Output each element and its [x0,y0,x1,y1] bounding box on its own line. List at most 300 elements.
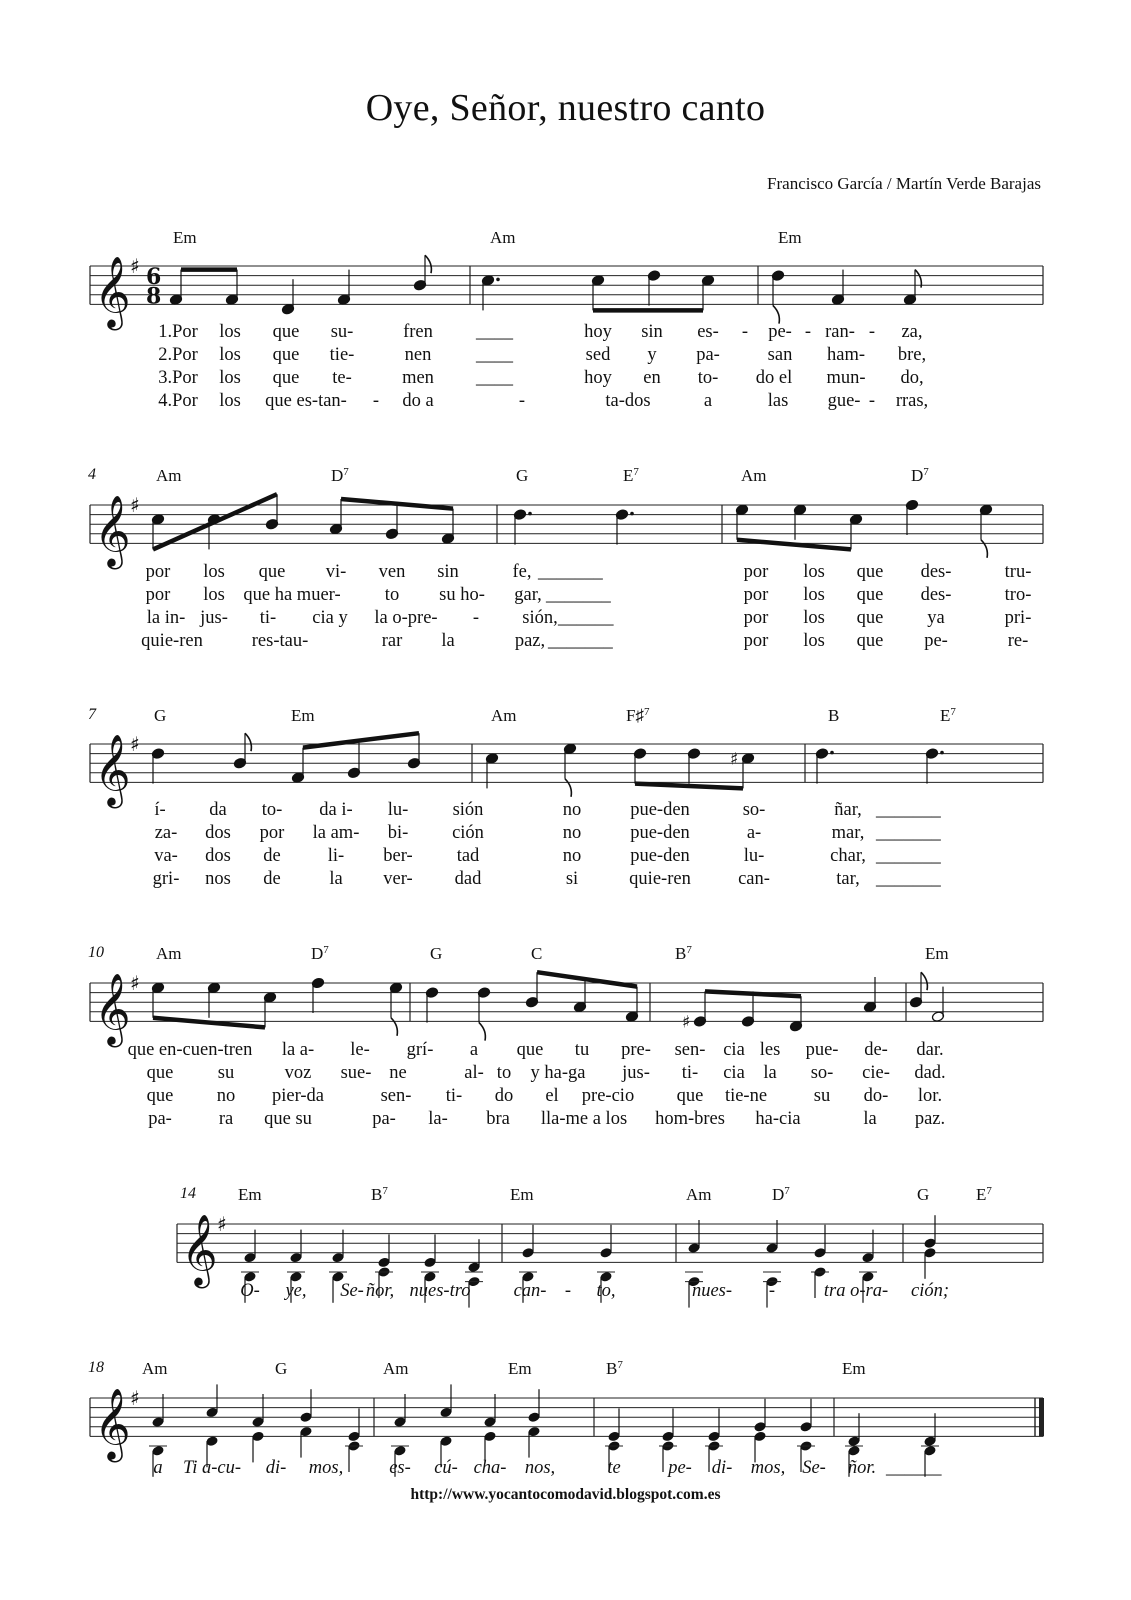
chord-extension: 7 [343,466,349,478]
measure-number: 7 [88,706,96,723]
lyric-syllable: no [562,846,582,866]
lyric-syllable: ñar, [834,800,862,820]
chord-symbol [917,1185,929,1205]
treble-clef-icon: 𝄞 [94,732,131,806]
treble-clef-icon: 𝄞 [94,1386,131,1460]
note-flag [479,1023,485,1041]
lyric-syllable: hoy [584,368,612,388]
lyric-syllable: que [272,368,300,388]
lyric-syllable: que [676,1086,704,1106]
lyric-syllable: los [219,345,241,365]
lyric-syllable: pre- [621,1040,651,1060]
lyric-syllable: to [496,1063,512,1083]
treble-clef-icon: 𝄞 [94,254,131,328]
lyric-syllable: bi- [387,823,409,843]
lyric-syllable: la a- [281,1040,315,1060]
treble-clef-icon: 𝄞 [94,971,131,1045]
lyric-syllable: pue-den [630,800,690,820]
lyric-syllable: bra [486,1109,510,1129]
lyric-syllable: mos, [750,1458,786,1478]
lyric-syllable: por [743,562,769,582]
lyric-syllable: do a [402,391,434,411]
chord-extension: 7 [633,466,639,478]
lyric-syllable: su- [330,322,354,342]
chord-extension: 7 [950,706,956,718]
chord-extension: 7 [686,944,692,956]
lyric-syllable: za, [901,322,923,342]
lyric-syllable: tu [574,1040,590,1060]
chord-symbol [675,944,692,964]
lyric-syllable: ra [218,1109,234,1129]
lyric-syllable: los [219,368,241,388]
lyric-syllable: los [203,585,225,605]
sharp-accidental-icon: ♯ [682,1012,691,1033]
lyric-syllable: los [203,562,225,582]
chord-name: Am [156,466,182,485]
lyric-syllable: que en-cuen-tren [127,1040,253,1060]
song-title: Oye, Señor, nuestro canto [365,87,766,129]
lyric-syllable: cú- [434,1458,458,1478]
lyric-syllable: los [219,391,241,411]
lyric-syllable: sión, [522,608,558,628]
lyric-syllable: za- [154,823,178,843]
lyric-extender: _______ [538,562,603,582]
lyric-syllable: que [146,1086,174,1106]
lyric-syllable: O- [240,1281,260,1301]
chord-symbol [842,1359,866,1379]
chord-symbol [291,706,315,726]
treble-clef-icon: 𝄞 [181,1212,218,1286]
lyric-syllable: Se- [802,1458,826,1478]
lyric-syllable: ye, [285,1281,307,1301]
lyric-syllable: men [402,368,434,388]
lyric-syllable: rras, [895,391,929,411]
lyric-syllable: da i- [319,800,353,820]
lyric-syllable: ción; [910,1281,950,1301]
lyric-syllable: que ha muer- [243,585,341,605]
lyric-syllable: 1.Por [158,322,198,342]
lyric-syllable: gri- [152,869,180,889]
lyric-syllable: su [813,1086,831,1106]
lyric-syllable: rar [381,631,403,651]
chord-symbol [156,466,182,486]
lyric-syllable: pa- [148,1109,172,1129]
chord-symbol [490,228,516,248]
chord-name: B [675,944,687,963]
lyric-syllable: ñor, [365,1281,395,1301]
chord-name: D [911,466,924,485]
lyric-syllable: es- [697,322,719,342]
lyric-syllable: can- [513,1281,547,1301]
chord-name: E [976,1185,987,1204]
lyric-syllable: tar, [836,869,860,889]
lyric-syllable: fe, [512,562,532,582]
lyric-extender: _______ [548,631,613,651]
lyric-syllable: Se- [340,1281,364,1301]
lyric-syllable: quie-ren [141,631,203,651]
chord-extension: 7 [784,1185,790,1197]
lyric-syllable: nos [205,869,231,889]
lyric-syllable: los [803,631,825,651]
lyric-syllable: - [804,322,812,342]
lyric-syllable: la [329,869,343,889]
chord-extension: 7 [986,1185,992,1197]
chord-name: G [275,1359,288,1378]
chord-name: G [154,706,167,725]
note-beam [737,540,851,550]
chord-symbol [686,1185,712,1205]
note-beam [153,494,277,549]
chord-name: Em [842,1359,866,1378]
lyric-syllable: ti- [259,608,277,628]
lyric-syllable: - [518,391,526,411]
lyric-syllable: la o-pre- [374,608,438,628]
lyric-syllable: quie-ren [629,869,691,889]
lyric-syllable: mun- [826,368,866,388]
chord-symbol [173,228,197,248]
sharp-accidental-icon: ♯ [730,749,739,770]
lyric-syllable: ber- [383,846,413,866]
chord-extension: 7 [923,466,929,478]
measure-number: 10 [88,944,104,961]
chord-symbol [606,1359,623,1379]
lyric-syllable: en [643,368,661,388]
lyric-syllable: ven [378,562,406,582]
chord-symbol [275,1359,287,1379]
lyric-syllable: do- [863,1086,889,1106]
chord-name: B [606,1359,618,1378]
lyric-syllable: no [562,800,582,820]
lyric-extender: _______ [876,823,941,843]
lyric-syllable: la [763,1063,777,1083]
lyric-syllable: pri- [1004,608,1032,628]
lyric-syllable: so- [810,1063,834,1083]
note-flag [425,255,431,273]
lyric-syllable: 4.Por [158,391,198,411]
lyric-syllable: ti- [681,1063,699,1083]
lyric-syllable: - [868,322,876,342]
measure-number: 4 [88,466,96,483]
dot [940,751,944,755]
chord-name: E [940,706,951,725]
lyric-syllable: mos, [308,1458,344,1478]
lyric-syllable: sen- [674,1040,706,1060]
dot [528,512,532,516]
chord-symbol [741,466,767,486]
lyric-syllable: ne [389,1063,407,1083]
chord-symbol [623,466,639,486]
lyric-syllable: mar, [831,823,865,843]
note-flag [773,306,779,324]
lyric-syllable: nos, [524,1458,556,1478]
lyric-syllable: í- [154,800,166,820]
lyric-syllable: - [472,608,480,628]
lyric-syllable: a [469,1040,479,1060]
lyric-syllable: - [372,391,380,411]
chord-symbol [371,1185,388,1205]
lyric-syllable: ya [927,608,945,628]
lyric-syllable: las [767,391,789,411]
lyric-syllable: ver- [383,869,413,889]
lyric-syllable: la [441,631,455,651]
lyric-syllable: to- [261,800,283,820]
lyric-syllable: dad. [914,1063,946,1083]
chord-name: Em [508,1359,532,1378]
lyric-syllable: ñor. [847,1458,877,1478]
lyric-syllable: - [564,1281,572,1301]
lyric-syllable: da [209,800,227,820]
lyric-syllable: li- [327,846,345,866]
lyric-syllable: que su [264,1109,312,1129]
lyric-syllable: que [856,562,884,582]
chord-extension: 7 [617,1359,623,1371]
lyric-syllable: - [868,391,876,411]
lyric-syllable: - [768,1281,776,1301]
lyric-syllable: dad [454,869,482,889]
lyric-syllable: char, [830,846,866,866]
lyric-syllable: te- [332,368,352,388]
lyric-syllable: les [759,1040,781,1060]
lyric-syllable: la am- [312,823,360,843]
lyric-syllable: sen- [380,1086,412,1106]
lyric-syllable: a- [746,823,762,843]
dot [496,278,500,282]
chord-symbol [238,1185,262,1205]
lyric-syllable: que [856,631,884,651]
measure-number: 18 [88,1359,104,1376]
lyric-syllable: tad [456,846,480,866]
chord-name: Am [491,706,517,725]
lyric-syllable: le- [350,1040,370,1060]
lyric-syllable: dos [205,846,231,866]
lyric-syllable: pue-den [630,823,690,843]
lyric-syllable: tie- [329,345,355,365]
lyric-syllable: sión [452,800,484,820]
chord-name: B [371,1185,383,1204]
note-flag [981,540,987,558]
lyric-syllable: cia y [312,608,348,628]
lyric-syllable: cha- [473,1458,507,1478]
lyric-syllable: pue-den [630,846,690,866]
lyric-syllable: la in- [146,608,186,628]
lyric-syllable: voz [284,1063,312,1083]
chord-symbol [156,944,182,964]
lyric-syllable: des- [920,562,952,582]
chord-name: Am [142,1359,168,1378]
lyric-extender: ____ [476,322,513,342]
measure-number: 14 [180,1185,196,1202]
lyric-syllable: su [217,1063,235,1083]
lyric-syllable: so- [742,800,766,820]
lyric-syllable: pier-da [271,1086,325,1106]
lyric-syllable: pe- [924,631,948,651]
lyric-extender: ____ [476,345,513,365]
lyric-syllable: que [146,1063,174,1083]
key-signature-sharp-icon: ♯ [130,732,140,756]
lyric-syllable: lla-me a los [540,1109,628,1129]
chord-extension: 7 [323,944,329,956]
chord-symbol [491,706,517,726]
lyric-syllable: di- [711,1458,733,1478]
lyric-syllable: que [272,322,300,342]
lyric-syllable: que [856,608,884,628]
lyric-syllable: di- [265,1458,287,1478]
lyric-syllable: jus- [622,1063,650,1083]
lyric-extender: _______ [876,846,941,866]
lyric-syllable: sue- [340,1063,372,1083]
key-signature-sharp-icon: ♯ [130,1386,140,1410]
chord-name: D [772,1185,785,1204]
chord-symbol [772,1185,790,1205]
chord-name: F♯ [626,706,644,725]
lyric-syllable: can- [738,869,770,889]
chord-symbol [925,944,949,964]
lyric-syllable: nen [404,345,432,365]
lyric-syllable: 2.Por [158,345,198,365]
lyric-extender: _______ [876,800,941,820]
lyric-syllable: que [258,562,286,582]
chord-extension: 7 [382,1185,388,1197]
lyric-syllable: por [743,608,769,628]
lyric-syllable: san [767,345,793,365]
lyric-syllable: es- [389,1458,411,1478]
note-flag [391,1018,397,1036]
chord-symbol [516,466,528,486]
lyric-syllable: grí- [406,1040,434,1060]
lyric-syllable: to, [596,1281,616,1301]
lyric-syllable: ta-dos [605,391,651,411]
lyric-syllable: la [863,1109,877,1129]
chord-name: G [917,1185,930,1204]
lyric-syllable: paz, [514,631,546,651]
lyric-syllable: gar, [514,585,542,605]
chord-extension: 7 [643,706,650,718]
chord-symbol [626,706,649,726]
lyric-syllable: do, [900,368,924,388]
chord-name: Am [490,228,516,247]
lyric-syllable: res-tau- [251,631,309,651]
lyric-syllable: de [263,869,281,889]
chord-symbol [430,944,442,964]
lyric-syllable: cie- [862,1063,890,1083]
chord-symbol [911,466,929,486]
dot [630,512,634,516]
lyric-syllable: gue- [827,391,861,411]
chord-name: C [531,944,543,963]
treble-clef-icon: 𝄞 [94,493,131,567]
lyric-syllable: pa- [696,345,720,365]
chord-symbol [510,1185,534,1205]
lyric-syllable: tra o-ra- [823,1281,889,1301]
chord-name: Am [686,1185,712,1204]
lyric-syllable: pe- [768,322,792,342]
lyric-syllable: que [856,585,884,605]
lyric-syllable: jus- [200,608,228,628]
lyric-syllable: pre-cio [581,1086,635,1106]
lyric-syllable: re- [1007,631,1029,651]
lyric-syllable: que es-tan- [265,391,347,411]
note-beam [153,1018,265,1028]
chord-symbol [383,1359,409,1379]
lyric-syllable: vi- [325,562,347,582]
lyric-syllable: ción [452,823,484,843]
chord-name: Am [741,466,767,485]
lyric-syllable: a [153,1458,163,1478]
lyric-extender: ____ [476,368,513,388]
lyric-syllable: des- [920,585,952,605]
lyric-syllable: no [216,1086,236,1106]
lyric-syllable: los [219,322,241,342]
chord-symbol [778,228,802,248]
lyric-syllable: a [703,391,713,411]
lyric-syllable: cia [723,1040,745,1060]
lyric-syllable: el [545,1086,559,1106]
lyric-syllable: 3.Por [158,368,198,388]
lyric-syllable: por [743,631,769,651]
lyric-syllable: de [263,846,281,866]
chord-name: D [331,466,344,485]
lyric-syllable: nues- [691,1281,733,1301]
lyric-syllable: va- [154,846,178,866]
lyric-syllable: to [384,585,400,605]
lyric-syllable: la- [428,1109,448,1129]
lyric-syllable: tru- [1004,562,1032,582]
composer-credit: Francisco García / Martín Verde Barajas [767,174,1041,193]
chord-symbol [311,944,329,964]
chord-symbol [531,944,542,964]
lyric-syllable: que [272,345,300,365]
chord-name: B [828,706,840,725]
chord-symbol [142,1359,168,1379]
lyric-syllable: si [565,869,579,889]
lyric-syllable: do [494,1086,514,1106]
lyric-syllable: ti- [445,1086,463,1106]
lyric-syllable: sin [437,562,459,582]
lyric-syllable: dar. [916,1040,944,1060]
key-signature-sharp-icon: ♯ [130,493,140,517]
lyric-syllable: hoy [584,322,612,342]
chord-symbol [331,466,349,486]
note-beam [537,972,637,986]
chord-name: G [430,944,443,963]
lyric-syllable: su ho- [439,585,485,605]
lyric-syllable: bre, [897,345,927,365]
chord-symbol [976,1185,992,1205]
chord-name: Am [383,1359,409,1378]
lyric-syllable: por [259,823,285,843]
lyric-syllable: y [647,345,657,365]
lyric-syllable: los [803,562,825,582]
lyric-syllable: los [803,585,825,605]
time-signature-top: 6 [146,264,162,291]
lyric-syllable: que [516,1040,544,1060]
lyric-syllable: pue- [805,1040,839,1060]
lyric-syllable: to- [697,368,719,388]
chord-symbol [828,706,839,726]
chord-name: Am [156,944,182,963]
lyric-syllable: lu- [387,800,409,820]
lyric-syllable: por [743,585,769,605]
lyric-syllable: y ha-ga [530,1063,586,1083]
chord-name: Em [925,944,949,963]
note-beam [635,784,743,789]
lyric-syllable: cia [723,1063,745,1083]
chord-name: E [623,466,634,485]
chord-symbol [154,706,166,726]
note-flag [565,779,571,797]
chord-name: G [516,466,529,485]
time-signature-bottom: 8 [146,283,162,310]
